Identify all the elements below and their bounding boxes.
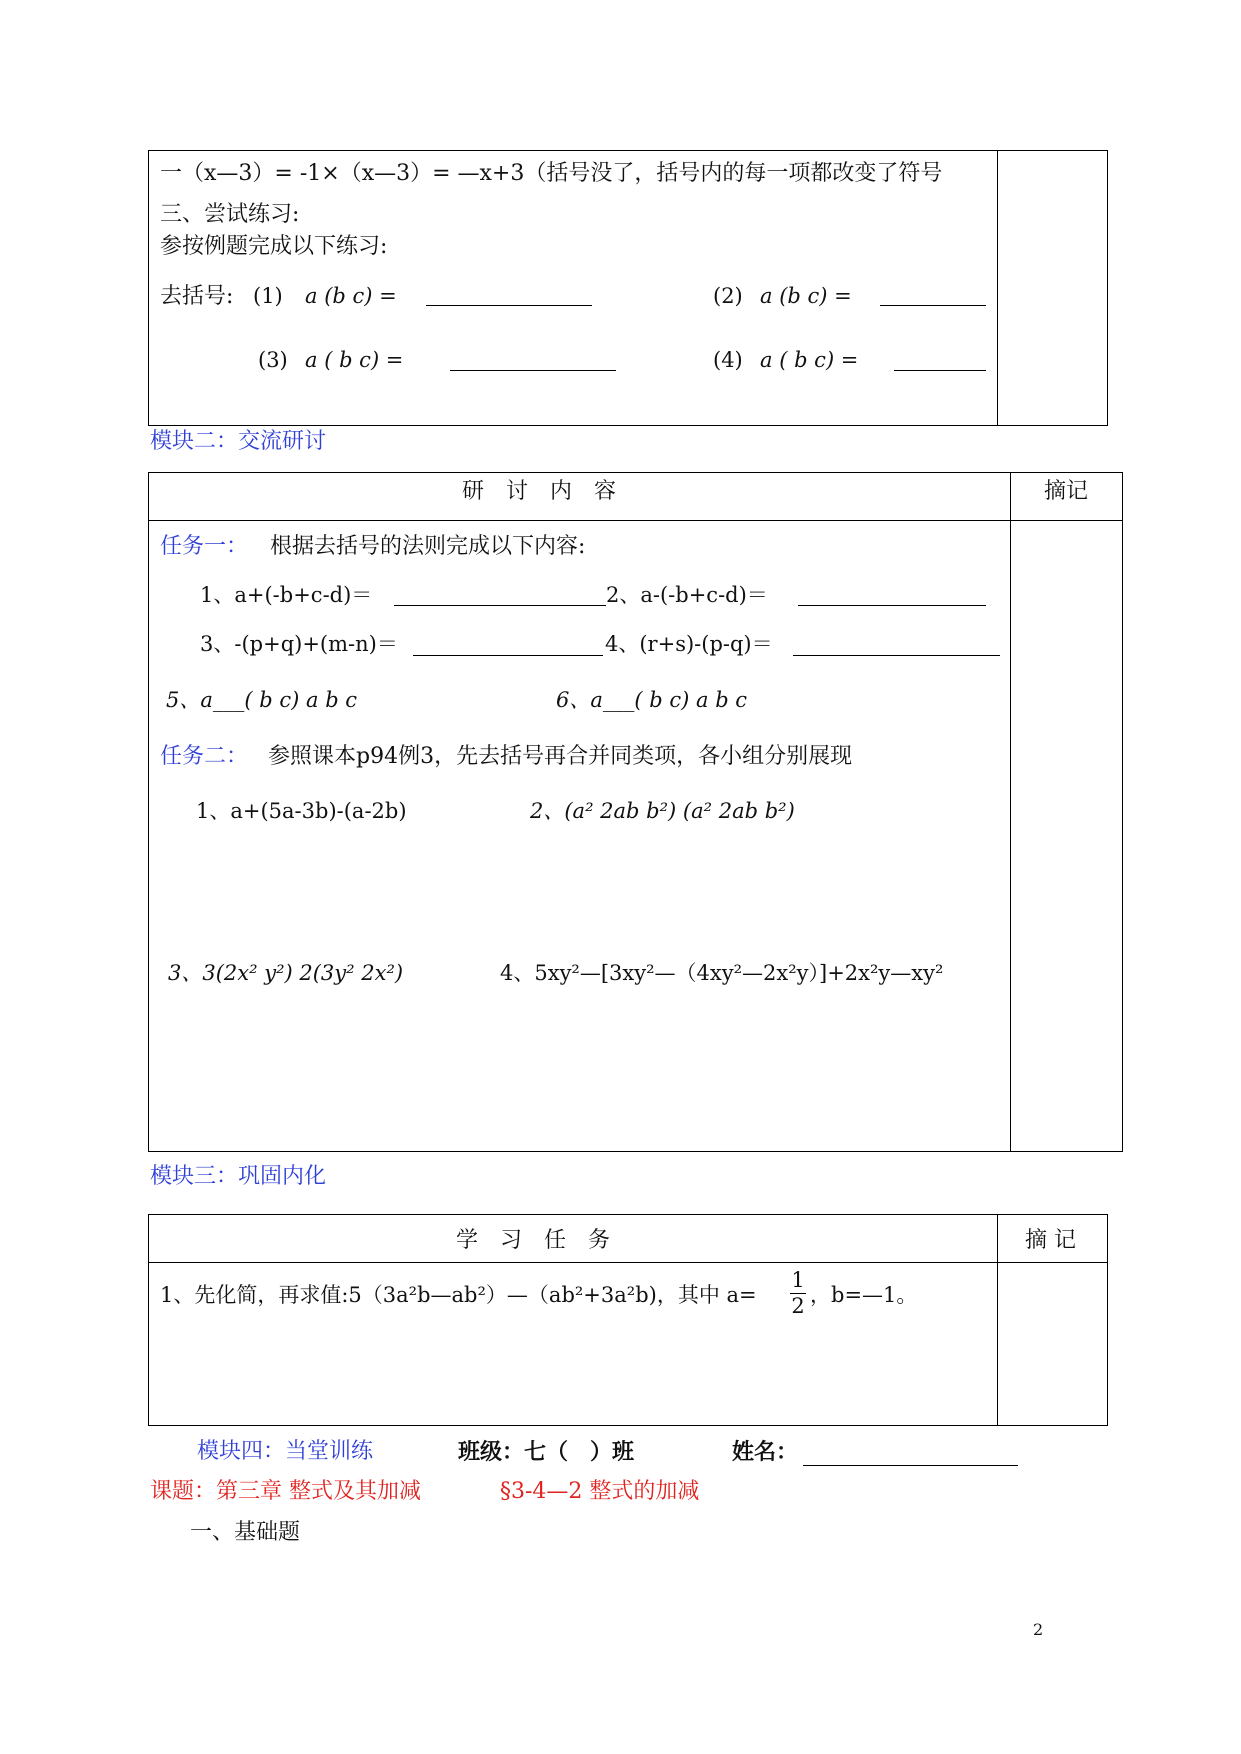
name-field[interactable]	[803, 1465, 1018, 1466]
task2-text: 参照课本p94例3，先去括号再合并同类项，各小组分别展现	[268, 744, 853, 769]
task2-problem-3: 3、3(2x² y²) 2(3y² 2x²)	[168, 961, 404, 985]
exercise-label: 去括号:	[160, 284, 234, 309]
module3-table	[148, 1214, 1108, 1426]
module3-question-prefix: 1、先化简，再求值:5（3a²b—ab²）—（ab²+3a²b)，其中 a=	[160, 1283, 757, 1307]
task1-q6: 6、a___( b c) a b c	[556, 688, 748, 712]
fraction-numerator: 1	[791, 1268, 805, 1292]
module3-column-divider	[997, 1214, 998, 1426]
task1-q4-blank[interactable]	[793, 655, 1000, 656]
lesson-title: 课题：第三章 整式及其加减	[150, 1479, 421, 1504]
exercise-box	[148, 150, 1108, 426]
module3-header-content: 学 习 任 务	[456, 1228, 611, 1253]
name-label: 姓名：	[732, 1439, 799, 1465]
rule-line: 一（x—3）= -1×（x—3）= —x+3（括号没了，括号内的每一项都改变了符号	[160, 161, 943, 186]
page-number: 2	[1033, 1620, 1044, 1639]
module4-title: 模块四：当堂训练	[197, 1439, 374, 1464]
exercise-2-blank[interactable]	[880, 305, 986, 306]
exercise-2-num: (2)	[713, 284, 743, 308]
task1-q2-blank[interactable]	[798, 605, 986, 606]
module2-header-content: 研 讨 内 容	[462, 479, 617, 504]
exercise-box-divider	[997, 150, 998, 426]
task1-q5: 5、a___( b c) a b c	[166, 688, 358, 712]
task1-q1: 1、a+(-b+c-d)＝	[200, 583, 373, 607]
section-heading: 三、尝试练习:	[160, 202, 300, 227]
fraction-one-half	[790, 1270, 806, 1317]
exercise-3-blank[interactable]	[450, 370, 616, 371]
exercise-4-num: (4)	[713, 348, 743, 372]
task1-text: 根据去括号的法则完成以下内容:	[270, 534, 586, 559]
task2-problem-2: 2、(a² 2ab b²) (a² 2ab b²)	[530, 799, 795, 823]
exercise-4-blank[interactable]	[894, 370, 986, 371]
class-label: 班级：七（ ）班	[458, 1439, 635, 1465]
task1-q2: 2、a-(-b+c-d)＝	[606, 583, 768, 607]
module3-header-note: 摘 记	[1025, 1228, 1076, 1253]
module3-header-divider	[148, 1262, 1108, 1263]
exercise-2-expr: a (b c) =	[760, 284, 852, 308]
exercise-1-blank[interactable]	[426, 305, 592, 306]
exercise-1-expr: a (b c) =	[305, 284, 397, 308]
lesson-section: §3-4—2 整式的加减	[500, 1479, 700, 1504]
module2-header-divider	[148, 520, 1123, 521]
exercise-4-expr: a ( b c) =	[760, 348, 859, 372]
module2-title: 模块二：交流研讨	[150, 429, 327, 454]
task1-q1-blank[interactable]	[394, 605, 606, 606]
task1-q3-blank[interactable]	[413, 655, 603, 656]
task1-q4: 4、(r+s)-(p-q)＝	[605, 632, 773, 656]
exercise-3-expr: a ( b c) =	[305, 348, 404, 372]
module3-title: 模块三：巩固内化	[150, 1164, 327, 1189]
basics-heading: 一、基础题	[190, 1520, 301, 1545]
exercise-3-num: (3)	[258, 348, 288, 372]
section-intro: 参按例题完成以下练习:	[160, 234, 388, 259]
module3-question-suffix: ，b=—1。	[810, 1283, 918, 1307]
task1-q3: 3、-(p+q)+(m-n)＝	[200, 632, 398, 656]
fraction-denominator: 2	[791, 1294, 805, 1318]
module2-column-divider	[1010, 472, 1011, 1152]
exercise-1-num: (1)	[253, 284, 283, 308]
task1-label: 任务一：	[160, 534, 249, 559]
task2-problem-1: 1、a+(5a-3b)-(a-2b)	[196, 799, 407, 823]
task2-label: 任务二：	[160, 744, 249, 769]
task2-problem-4: 4、5xy²—[3xy²—（4xy²—2x²y）]+2x²y—xy²	[500, 961, 944, 985]
module2-header-note: 摘记	[1044, 479, 1089, 504]
